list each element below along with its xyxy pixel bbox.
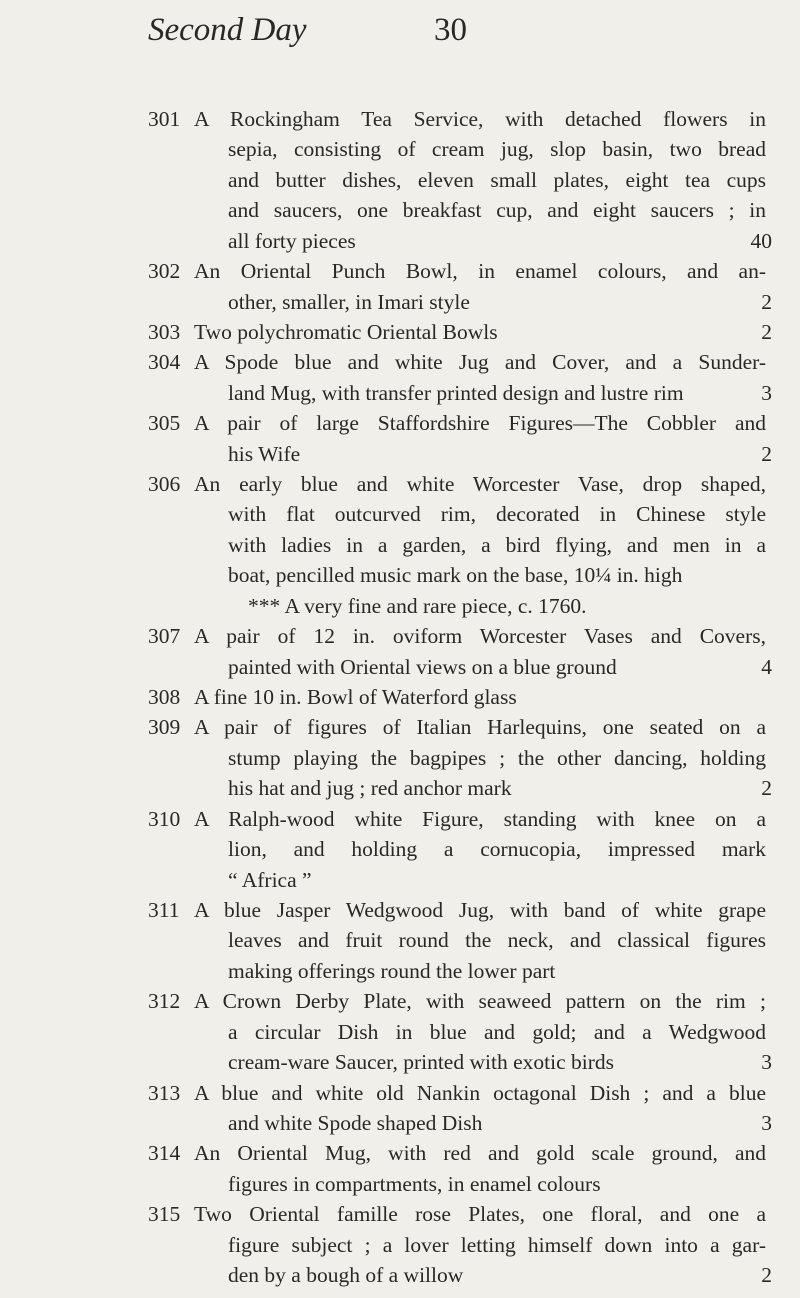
lot-description-line: with flat outcurved rim, decorated in Chinese style [228,502,766,527]
lot-description-line: and saucers, one breakfast cup, and eight saucers ; in [228,198,766,223]
lot-description-line: A fine 10 in. Bowl of Waterford glass [194,685,517,710]
lot-description-line: stump playing the bagpipes ; the other dancing, holding [228,745,766,770]
lot-quantity: 2 [761,776,772,801]
lot-description [194,317,772,347]
lot-quantity: 2 [761,289,772,314]
lot-description-line: Two polychromatic Oriental Bowls [194,319,498,344]
lot-entry [0,1199,800,1290]
lot-entry [0,682,800,712]
lot-entry [0,408,800,469]
lot-number: 304 [148,350,181,375]
lot-description [194,682,766,712]
lot-description-line: land Mug, with transfer printed design and lustre rim [228,380,684,405]
lot-description-line: lion, and holding a cornucopia, impressed mark [228,837,766,862]
lot-description-line: figure subject ; a lover letting himself down into a gar- [228,1232,766,1257]
lot-description-line: A Ralph-wood white Figure, standing with knee on a [194,806,766,831]
lot-description-line: making offerings round the lower part [228,958,556,983]
lot-description-line: sepia, consisting of cream jug, slop basin, two bread [228,137,766,162]
lot-quantity: 2 [761,1263,772,1288]
lot-number: 306 [148,472,181,497]
lot-number: 313 [148,1080,181,1105]
lot-description-line: painted with Oriental views on a blue ground [228,654,617,679]
lot-number: 301 [148,107,181,131]
lot-number: 307 [148,624,181,649]
lot-entry [0,317,800,347]
lot-entry [0,347,800,408]
lot-description [194,104,772,256]
lot-description-line: “ Africa ” [228,867,312,892]
lot-description [194,986,772,1077]
lot-description-line: a circular Dish in blue and gold; and a Wedgwood [228,1019,766,1044]
lot-description [194,804,766,895]
lot-description-line: Two Oriental famille rose Plates, one floral, and one a [194,1202,766,1227]
lot-entry [0,621,800,682]
lot-quantity: 2 [761,319,772,344]
lot-description-line: and white Spode shaped Dish [228,1110,483,1135]
lot-description-line: An early blue and white Worcester Vase, drop shaped, [194,472,766,497]
lot-list [0,104,800,1290]
lot-description-line: A pair of figures of Italian Harlequins, one seated on a [194,715,766,740]
lot-entry [0,104,800,256]
lot-description-line: A Spode blue and white Jug and Cover, and a Sunder- [194,350,766,375]
lot-number: 314 [148,1141,181,1166]
lot-entry [0,469,800,621]
lot-description-line: leaves and fruit round the neck, and classical figures [228,928,766,953]
lot-description-line: A pair of large Staffordshire Figures—The Cobbler and [194,411,766,436]
page-header [148,12,760,62]
lot-description [194,256,772,317]
lot-description-line: cream-ware Saucer, printed with exotic birds [228,1050,614,1075]
lot-description-line: with ladies in a garden, a bird flying, and men in a [228,532,766,557]
lot-description [194,1078,772,1139]
lot-entry [0,1138,800,1199]
lot-quantity: 2 [761,441,772,466]
lot-quantity: 3 [761,1110,772,1135]
lot-quantity: 3 [761,1050,772,1075]
lot-description [194,712,772,803]
lot-number: 311 [148,897,180,922]
lot-entry [0,986,800,1077]
lot-number: 305 [148,411,181,436]
lot-number: 302 [148,259,181,284]
lot-description-line: figures in compartments, in enamel colours [228,1171,601,1196]
lot-quantity: 3 [761,380,772,405]
lot-quantity: 40 [750,228,772,253]
lot-description-line: his hat and jug ; red anchor mark [228,776,512,801]
lot-description-line: all forty pieces [228,228,356,253]
lot-number: 310 [148,806,181,831]
lot-description [194,408,772,469]
lot-number: 309 [148,715,181,740]
lot-entry [0,712,800,803]
lot-description-line: A pair of 12 in. oviform Worcester Vases and Covers, [194,624,766,649]
lot-description [194,621,772,682]
lot-description-line: other, smaller, in Imari style [228,289,470,314]
lot-description [194,1138,766,1199]
lot-description [194,895,766,986]
lot-description [194,347,772,408]
lot-quantity: 4 [761,654,772,679]
page-number: 30 [434,12,467,48]
lot-number: 308 [148,685,181,710]
lot-entry [0,256,800,317]
lot-description [194,1199,772,1290]
lot-description-line: A blue and white old Nankin octagonal Dish ; and a blue [194,1080,766,1105]
lot-description-line: boat, pencilled music mark on the base, 10¼ in. high [228,563,683,588]
lot-description-line: A blue Jasper Wedgwood Jug, with band of white grape [194,897,766,922]
lot-note: *** A very fine and rare piece, c. 1760. [248,593,587,618]
lot-number: 312 [148,989,181,1014]
lot-description-line: den by a bough of a willow [228,1263,464,1288]
lot-description-line: An Oriental Mug, with red and gold scale ground, and [194,1141,766,1166]
lot-description-line: his Wife [228,441,301,466]
lot-number: 315 [148,1202,181,1227]
lot-description [194,469,766,591]
lot-entry [0,1078,800,1139]
lot-description-line: A Crown Derby Plate, with seaweed pattern on the rim ; [194,989,766,1014]
lot-description-line: An Oriental Punch Bowl, in enamel colours, and an- [194,259,766,284]
lot-description-line: and butter dishes, eleven small plates, eight tea cups [228,167,766,192]
lot-entry [0,895,800,986]
section-title: Second Day [148,12,307,48]
lot-number: 303 [148,319,181,344]
lot-entry [0,804,800,895]
lot-description-line: A Rockingham Tea Service, with detached flowers in [194,107,766,131]
